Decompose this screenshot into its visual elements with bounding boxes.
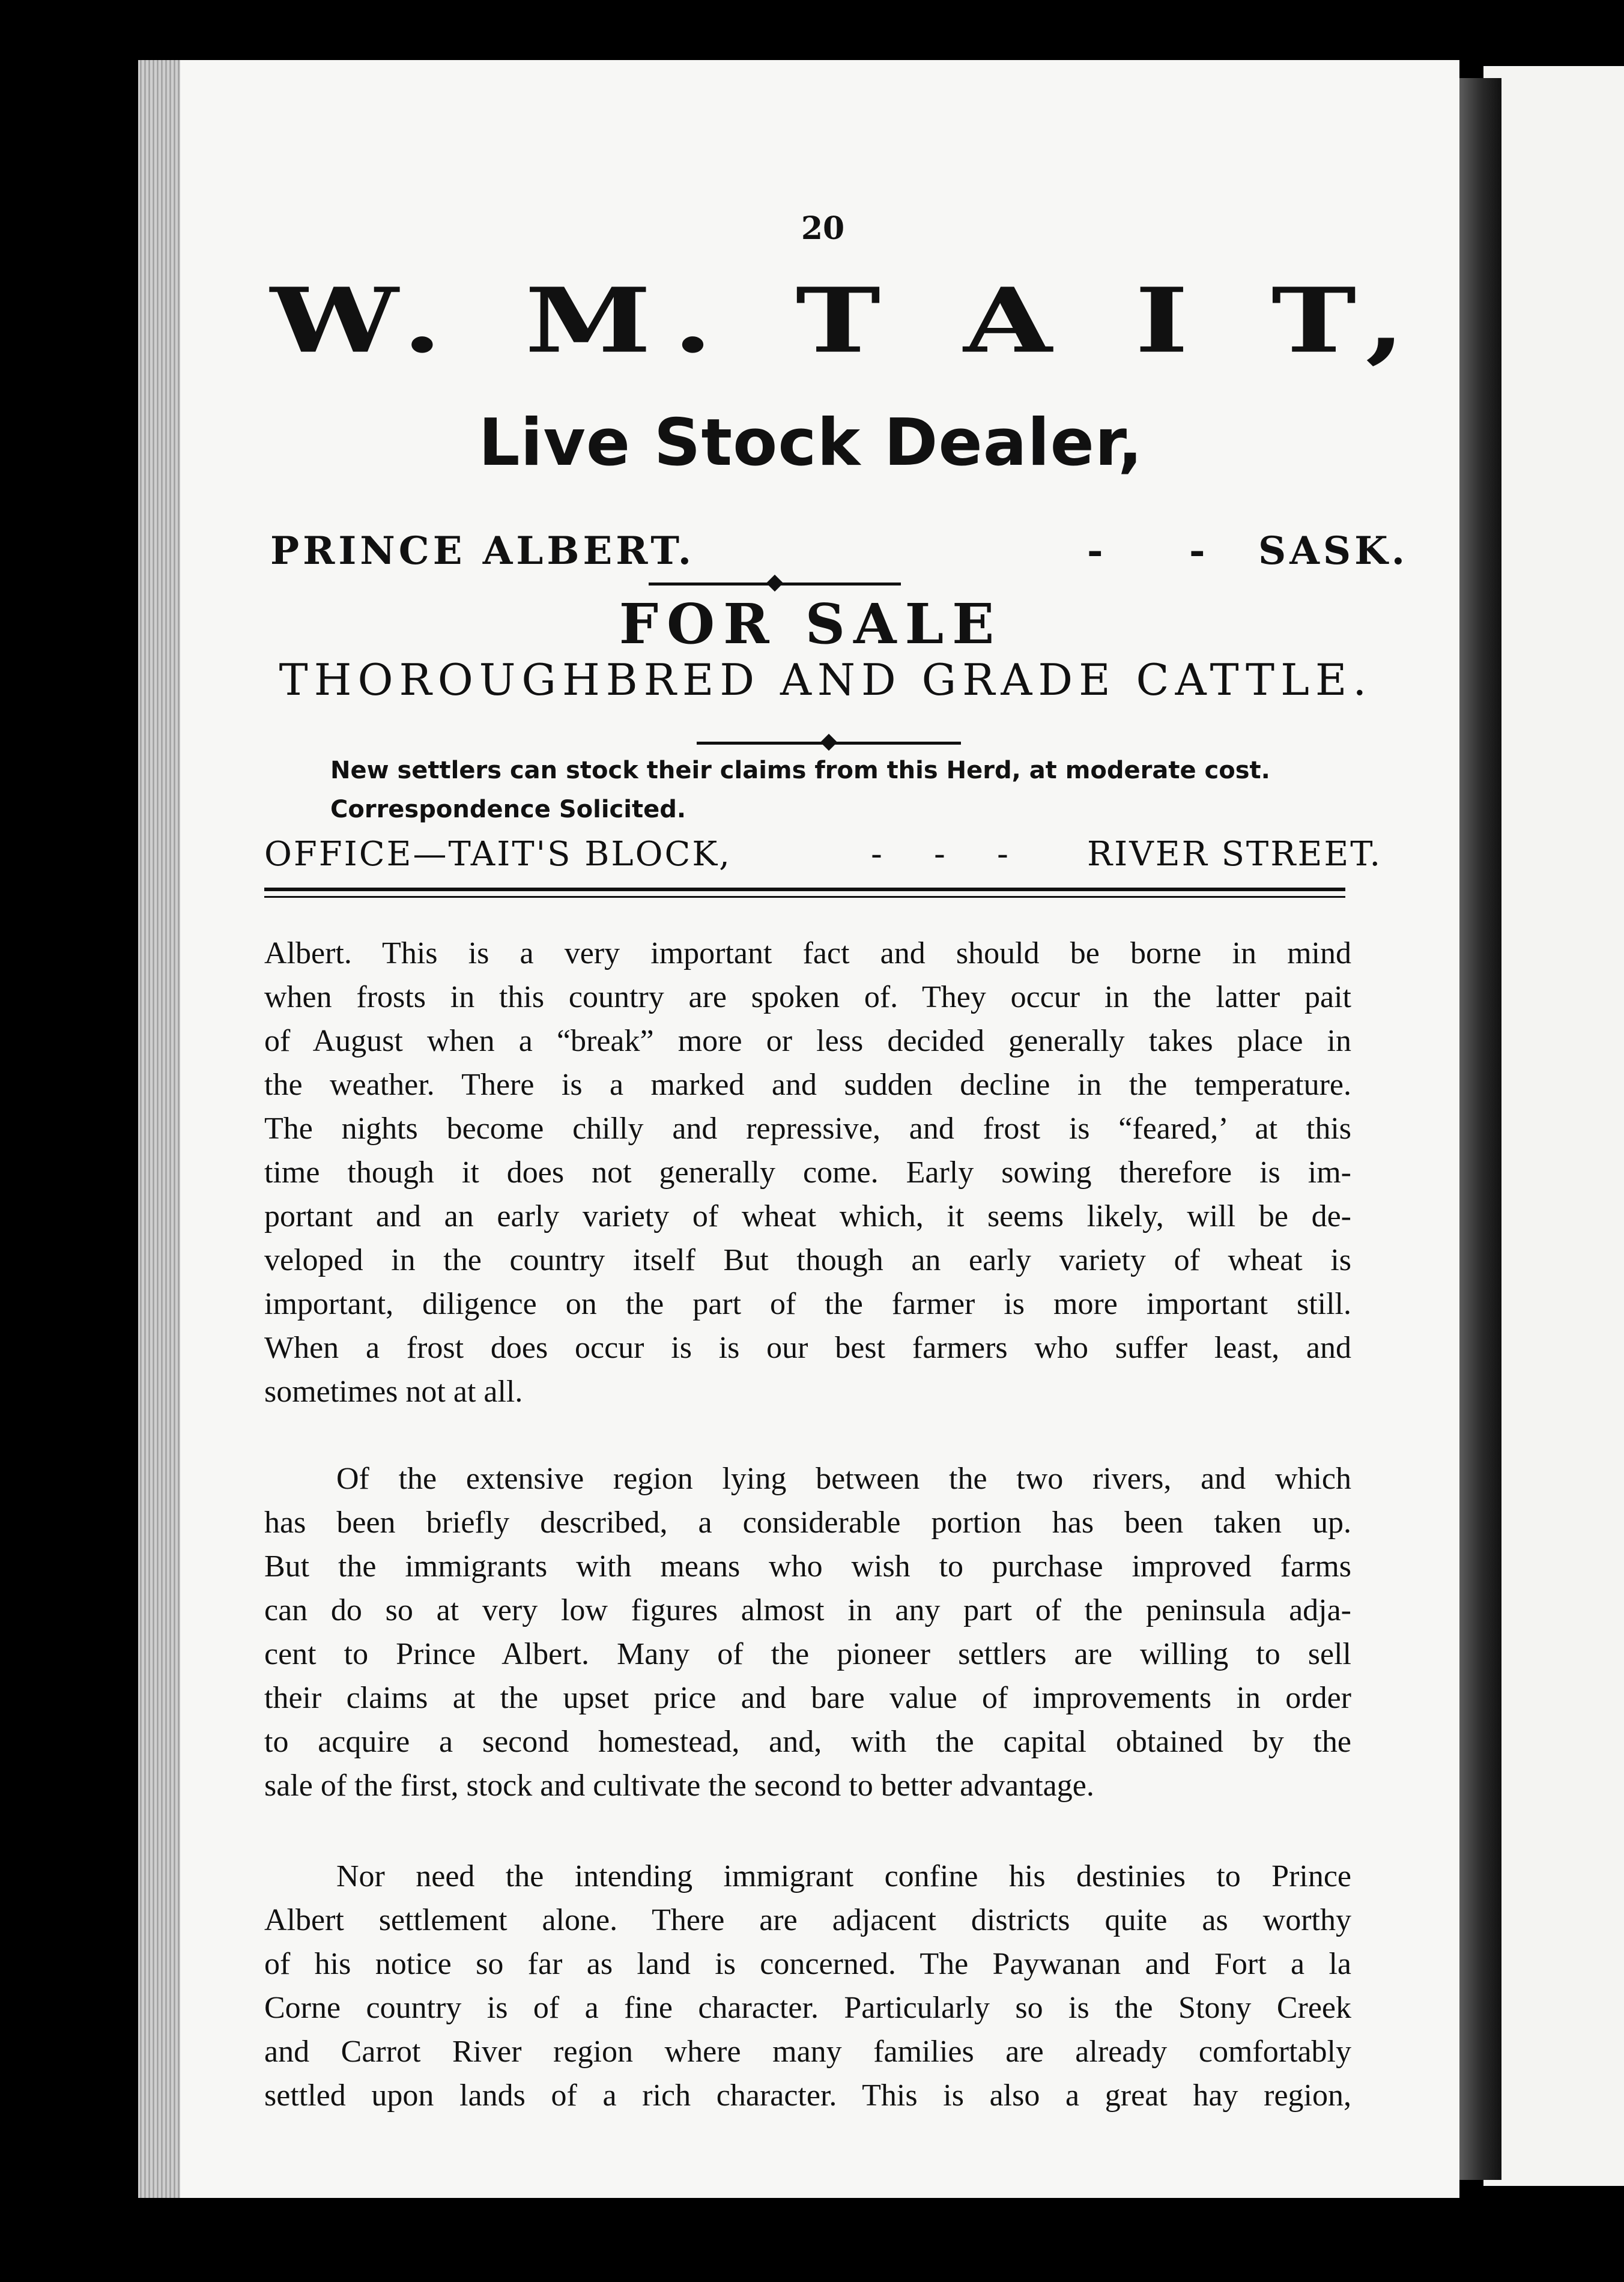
cattle-heading: THOROUGHBRED AND GRADE CATTLE. [279,655,1373,705]
text-line: When a frost does occur is is our best farmers who suffer least, and [264,1331,1351,1365]
text-line: sometimes not at all. [264,1375,523,1409]
text-line: Of the extensive region lying between the two rivers, and which [336,1462,1351,1496]
text-line: when frosts in this country are spoken of. They occur in the latter pait [264,980,1351,1014]
text-line: can do so at very low figures almost in any part of the peninsula adja- [264,1593,1351,1627]
office-row [264,835,1383,883]
text-line: and Carrot River region where many families are already comfortably [264,2035,1351,2069]
business-title: Live Stock Dealer, [478,405,1144,480]
text-line: The nights become chilly and repressive, and frost is “feared,’ at this [264,1112,1351,1146]
location-city: PRINCE ALBERT. [270,528,695,574]
text-line: Albert. This is a very important fact and should be borne in mind [264,936,1351,970]
text-line: sale of the first, stock and cultivate the second to better advantage. [264,1769,1094,1803]
book-gutter-shadow [1453,78,1501,2180]
location-province: SASK. [1258,528,1408,574]
text-line: the weather. There is a marked and sudden decline in the temperature. [264,1068,1351,1102]
text-line: Corne country is of a fine character. Particularly so is the Stony Creek [264,1991,1351,2025]
text-line: has been briefly described, a considerable portion has been taken up. [264,1506,1351,1540]
text-line: of August when a “break” more or less decided generally takes place in [264,1024,1351,1058]
ad-body-text: New settlers can stock their claims from this Herd, at moderate cost. [330,757,1270,784]
text-line: settled upon lands of a rich character. This is also a great hay region, [264,2078,1351,2113]
divider-rule [264,896,1345,898]
text-line: Nor need the intending immigrant confine his destinies to Prince [336,1859,1351,1893]
office-dash: - [997,835,1010,874]
book-page-edge [1483,66,1624,2186]
advertiser-name: W. M. T A I T, [270,268,1427,373]
office-street: RIVER STREET. [1087,835,1383,874]
text-line: important, diligence on the part of the farmer is more important still. [264,1287,1351,1321]
text-line: But the immigrants with means who wish to purchase improved farms [264,1549,1351,1584]
page-number: 20 [801,210,845,247]
text-line: their claims at the upset price and bare value of improvements in order [264,1681,1351,1715]
book-page-stack [138,60,180,2198]
ornament-rule [697,742,961,745]
address-row [270,528,1441,577]
text-line: portant and an early variety of wheat which, it seems likely, will be de- [264,1199,1351,1233]
text-line: to acquire a second homestead, and, with the capital obtained by the [264,1725,1351,1759]
location-dash: - [1087,528,1107,574]
text-line: of his notice so far as land is concerned. The Paywanan and Fort a la [264,1947,1351,1981]
ad-body-text: Correspondence Solicited. [330,796,686,823]
office-address: OFFICE—TAIT'S BLOCK, [264,835,732,874]
text-line: time though it does not generally come. Early sowing therefore is im- [264,1155,1351,1190]
office-dash: - [871,835,884,874]
text-line: cent to Prince Albert. Many of the pioneer settlers are willing to sell [264,1637,1351,1671]
book-page [180,60,1459,2198]
text-line: Albert settlement alone. There are adjacent districts quite as worthy [264,1903,1351,1937]
text-line: veloped in the country itself But though an early variety of wheat is [264,1243,1351,1277]
office-dash: - [934,835,947,874]
divider-rule [264,888,1345,891]
for-sale-heading: FOR SALE [619,592,1003,656]
ornament-rule [649,583,901,586]
location-dash: - [1189,528,1209,574]
